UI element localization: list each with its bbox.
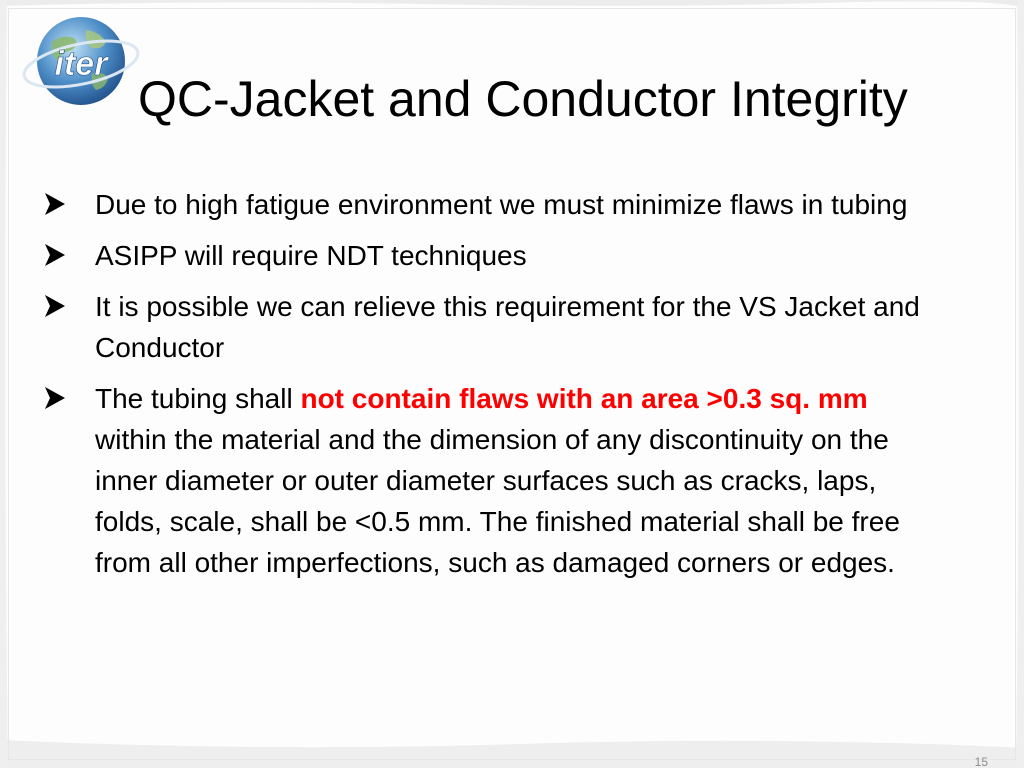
- logo-wordmark: iter: [54, 45, 108, 83]
- bullet-text-after: within the material and the dimension of any discontinuity on the inner diameter or outer diameter surfaces such as cracks, laps, folds, scale, shall be <0.5 mm. The finished material shall be free from all other imperfections, such as damaged corners or edges.: [95, 424, 900, 578]
- slide-title: QC-Jacket and Conductor Integrity: [138, 71, 908, 127]
- iter-logo: [20, 12, 142, 110]
- bullet-text: Due to high fatigue environment we must minimize flaws in tubing: [95, 189, 908, 220]
- arrowhead-bullet-icon: [44, 294, 66, 318]
- bullet-item: [44, 378, 944, 583]
- bullet-item: [44, 235, 944, 276]
- arrowhead-bullet-icon: [44, 243, 66, 267]
- bullet-text: ASIPP will require NDT techniques: [95, 240, 527, 271]
- arrowhead-bullet-icon: [44, 386, 66, 410]
- bullet-list: [44, 184, 944, 593]
- bullet-item: [44, 184, 944, 225]
- bullet-text: It is possible we can relieve this requirement for the VS Jacket and Conductor: [95, 291, 920, 363]
- bullet-text-before: The tubing shall: [95, 383, 301, 414]
- bullet-item: [44, 286, 944, 368]
- page-number: 15: [974, 755, 988, 768]
- bullet-highlight: not contain flaws with an area >0.3 sq. mm: [300, 383, 868, 414]
- arrowhead-bullet-icon: [44, 192, 66, 216]
